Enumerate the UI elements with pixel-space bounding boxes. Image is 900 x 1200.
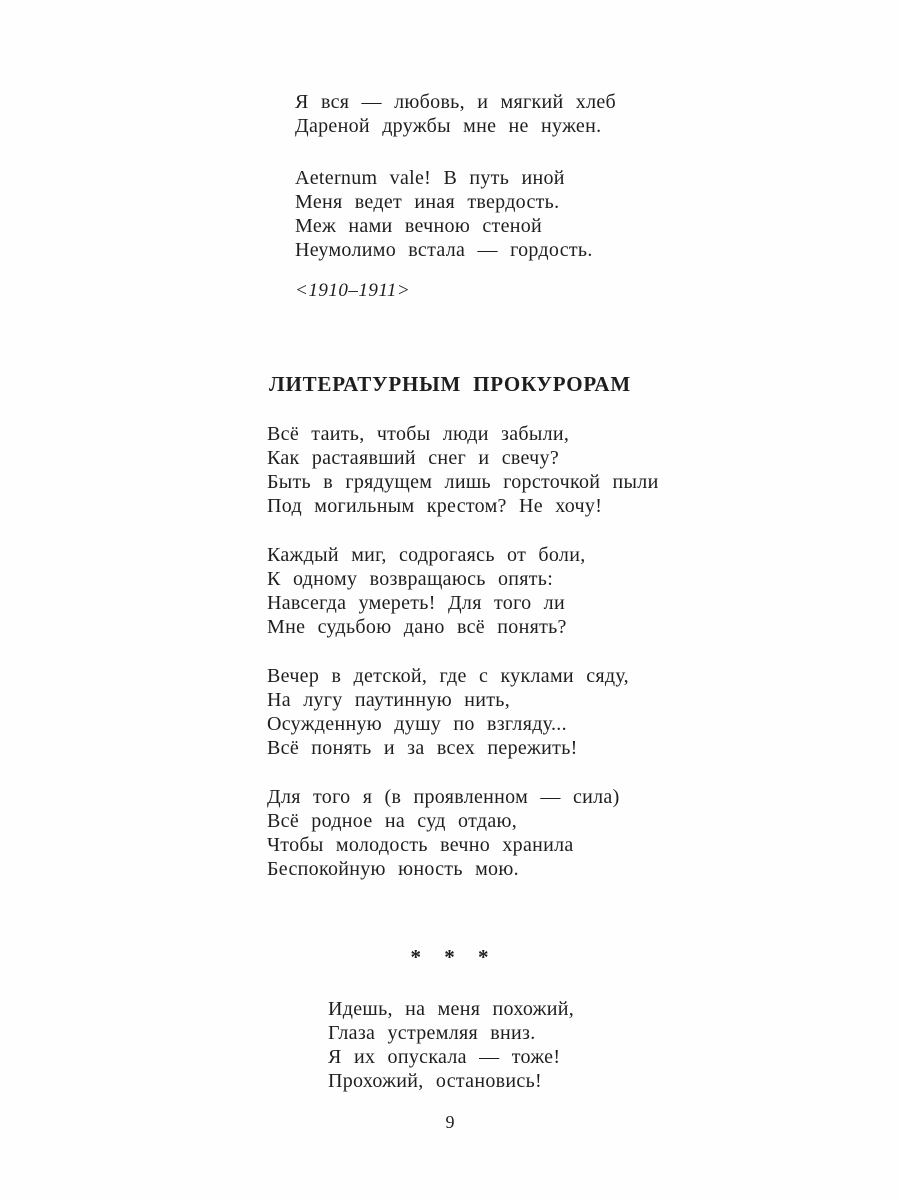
poem-line: Меня ведет иная твердость. — [295, 191, 560, 213]
untitled-poem-start — [328, 997, 574, 1119]
poem-line: Вечер в детской, где с куклами сяду, — [267, 665, 629, 687]
stanza — [328, 997, 574, 1093]
poem-line: Меж нами вечною стеной — [295, 215, 543, 237]
stanza — [267, 543, 659, 639]
poem-line: Осужденную душу по взгляду... — [267, 713, 567, 735]
poem-title: ЛИТЕРАТУРНЫМ ПРОКУРОРАМ — [269, 372, 631, 396]
poem-line: Для того я (в проявленном — сила) — [267, 786, 620, 808]
poem-line: На лугу паутинную нить, — [267, 689, 511, 711]
poem-line: Идешь, на меня похожий, — [328, 998, 575, 1020]
stanza — [267, 785, 659, 881]
poem-line: Я их опускала — тоже! — [328, 1046, 561, 1068]
page-number: 9 — [445, 1112, 455, 1132]
poem-line: Всё родное на суд отдаю, — [267, 810, 518, 832]
poem-line: Мне судьбою дано всё понять? — [267, 616, 567, 638]
stanza — [267, 422, 659, 518]
stanza — [295, 90, 616, 138]
poem-line: Я вся — любовь, и мягкий хлеб — [295, 91, 617, 113]
poem-line: Быть в грядущем лишь горсточкой пыли — [267, 471, 659, 493]
poem-line: Под могильным крестом? Не хочу! — [267, 495, 603, 517]
poem-line: Всё таить, чтобы люди забыли, — [267, 423, 570, 445]
poem-line: Навсегда умереть! Для того ли — [267, 592, 565, 614]
poem-line: Как растаявший снег и свечу? — [267, 447, 560, 469]
poem-line: Глаза устремляя вниз. — [328, 1022, 536, 1044]
poem-line: Беспокойную юность мою. — [267, 858, 519, 880]
stanza — [295, 166, 616, 262]
stanza — [267, 664, 659, 760]
poem-line: Чтобы молодость вечно хранила — [267, 834, 574, 856]
poem-line: Неумолимо встала — гордость. — [295, 239, 593, 261]
poem-literary-prosecutors — [267, 422, 659, 906]
poem-separator-asterisks: * * * — [410, 945, 490, 969]
poem-line: Прохожий, остановись! — [328, 1070, 542, 1092]
poem-line: Aeternum vale! В путь иной — [295, 167, 565, 189]
poem-line: К одному возвращаюсь опять: — [267, 568, 554, 590]
poem-line: Всё понять и за всех пережить! — [267, 737, 578, 759]
previous-poem-fragment — [295, 90, 616, 290]
poem-line: Каждый миг, содрогаясь от боли, — [267, 544, 586, 566]
poem-line: Дареной дружбы мне не нужен. — [295, 115, 602, 137]
poem-date: <1910–1911> — [295, 280, 411, 301]
